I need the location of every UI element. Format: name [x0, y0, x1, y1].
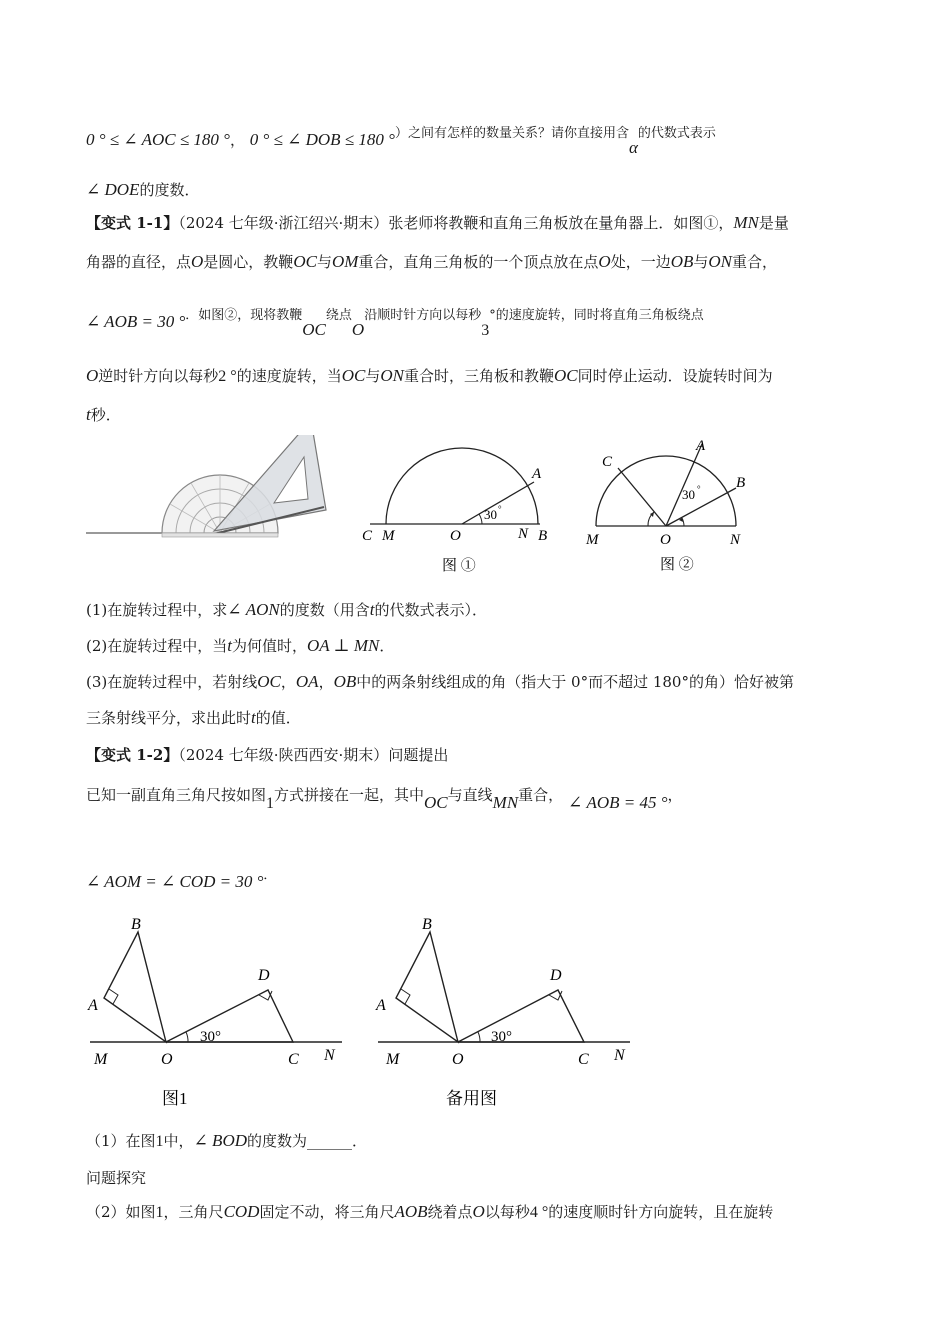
paragraph-line: ∠ AOB = 30 °．如图②，现将教鞭OC绕点O沿顺时针方向以每秒3°的速度旋转，同时将直角三角板绕点 [86, 308, 704, 339]
figB-label-N: N [614, 1047, 625, 1064]
question-2: (2)在旋转过程中，当t为何值时，OA ⊥ MN． [86, 636, 395, 655]
fig2-caption: 图 ② [660, 557, 694, 573]
question-3: (3)在旋转过程中，若射线OC，OA，OB中的两条射线组成的角（指大于 0°而不超过 180°的角）恰好被第 [86, 672, 794, 691]
figA-label-B: B [131, 916, 141, 933]
paragraph-line: t秒． [86, 405, 121, 424]
figB-label-M: M [386, 1051, 400, 1068]
figA-caption: 图1 [162, 1089, 188, 1108]
figB-label-O: O [452, 1051, 464, 1068]
fig2-label-N: N [730, 532, 741, 548]
fig2-label-M: M [586, 532, 599, 548]
variant-1-1-heading: 【变式 1-1】（2024 七年级·浙江绍兴·期末）张老师将教鞭和直角三角板放在量角器上．如图①，MN是量 [86, 213, 789, 232]
figB-label-D: D [550, 967, 562, 984]
question-1-2-2: （2）如图1，三角尺COD固定不动，将三角尺AOB绕着点O以每秒4 °的速度顺时针方向旋转，且在旋转 [86, 1202, 774, 1221]
text-line-angle-range: 0 ° ≤ ∠ AOC ≤ 180 °， 0 ° ≤ ∠ DOB ≤ 180 °）之间有怎样的数量关系？请你直接用含α的代数式表示 [86, 126, 716, 157]
figA-label-M: M [94, 1051, 108, 1068]
figB-angle-label: 30° [491, 1029, 512, 1045]
question-3-cont: 三条射线平分，求出此时t的值． [86, 708, 301, 727]
figA-label-D: D [258, 967, 270, 984]
variant-title: 【变式 1-2】 [86, 746, 179, 764]
fig2-label-A: A [696, 438, 706, 454]
fig1-label-M: M [382, 528, 395, 544]
figA-label-N: N [324, 1047, 335, 1064]
fig1-label-A: A [532, 466, 542, 482]
figB-label-C: C [578, 1051, 589, 1068]
fig2-label-O: O [660, 532, 671, 548]
figA-label-O: O [161, 1051, 173, 1068]
section-tag: 问题探究 [86, 1169, 147, 1187]
figA-angle-label: 30° [200, 1029, 221, 1045]
fig2-label-C: C [602, 454, 613, 470]
question-1: (1)在旋转过程中，求∠ AON的度数（用含t的代数式表示）． [86, 600, 488, 619]
svg-text:°: ° [697, 484, 701, 494]
figure-triangles-1 [86, 910, 346, 1116]
variant-1-2-heading: 【变式 1-2】（2024 七年级·陕西西安·期末）问题提出 [86, 746, 449, 764]
figA-label-A: A [88, 997, 98, 1014]
figure-2 [580, 432, 765, 576]
figure-triangles-backup [374, 910, 634, 1116]
fig2-angle-label: 30 [682, 487, 695, 502]
paragraph-line: 角器的直径，点O是圆心，教鞭OC与OM重合，直角三角板的一个顶点放在点O处，一边OB与ON重合， [86, 252, 778, 271]
math-aoc-range: 0 ° ≤ ∠ AOC ≤ 180 ° [86, 130, 230, 149]
variant-title: 【变式 1-1】 [86, 214, 179, 232]
paragraph-line: ∠ AOM = ∠ COD = 30 °． [86, 868, 277, 891]
fig1-caption: 图 ① [442, 558, 476, 574]
paragraph-line: O逆时针方向以每秒2 °的速度旋转，当OC与ON重合时，三角板和教鞭OC同时停止运动．设旋转时间为 [86, 366, 773, 385]
answer-blank: ______ [307, 1132, 353, 1150]
svg-text:°: ° [498, 504, 502, 514]
fig1-angle-label: 30 [484, 507, 497, 522]
question-1-2-1: （1）在图1中，∠ BOD的度数为______． [86, 1131, 368, 1150]
protractor-photo [86, 435, 336, 540]
figB-label-B: B [422, 916, 432, 933]
figB-caption: 备用图 [446, 1089, 497, 1108]
math-dob-range: 0 ° ≤ ∠ DOB ≤ 180 ° [249, 130, 395, 149]
figB-label-A: A [376, 997, 386, 1014]
fig1-label-O: O [450, 528, 461, 544]
math-alpha: α [628, 138, 638, 157]
fig1-label-N: N [518, 526, 529, 542]
figA-label-C: C [288, 1051, 299, 1068]
fig2-label-B: B [736, 475, 746, 491]
fig1-label-B: B [538, 528, 548, 544]
paragraph-line: 已知一副直角三角尺按如图1方式拼接在一起，其中OC与直线MN重合， ∠ AOB = 45 °， [86, 786, 683, 812]
figure-1 [356, 440, 556, 576]
text-line-doe: ∠ DOE的度数． [86, 180, 200, 199]
fig1-label-C: C [362, 528, 373, 544]
